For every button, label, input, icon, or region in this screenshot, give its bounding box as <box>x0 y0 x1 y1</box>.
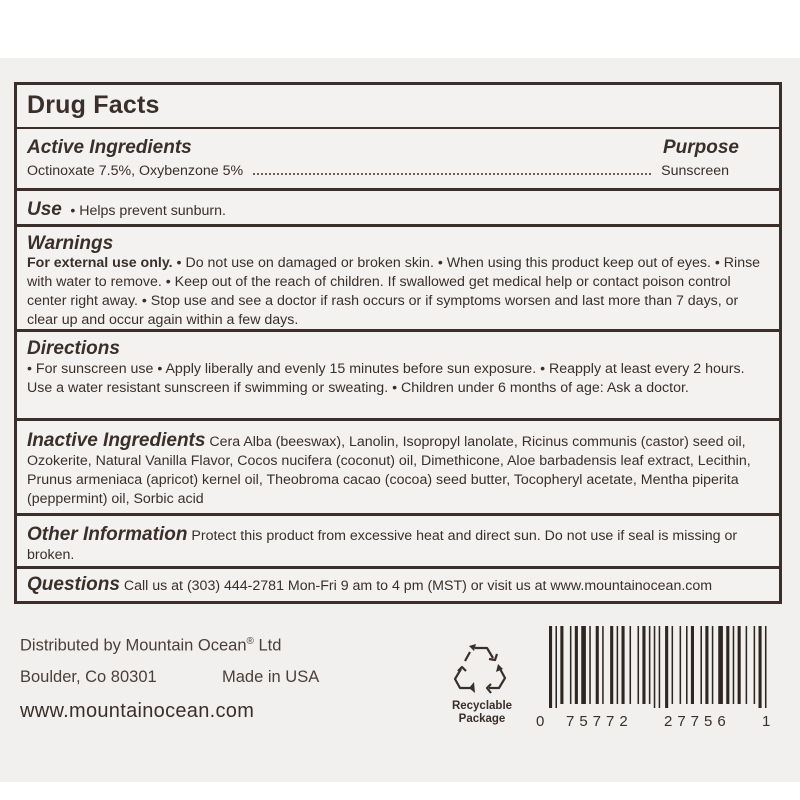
barcode-bar <box>622 626 625 704</box>
barcode-check-digit: 1 <box>762 713 771 730</box>
title-rule <box>17 127 779 129</box>
barcode-bar <box>560 626 563 704</box>
questions-heading: Questions <box>27 574 120 595</box>
section-rule <box>17 566 779 569</box>
drug-facts-panel <box>14 82 782 604</box>
barcode-bar <box>691 626 694 704</box>
warnings-detail: • Do not use on damaged or broken skin. • When using this product keep out of eyes. • Rinse with water to remove. • Keep out of the reach of children. If swallowed get medical help or contact poison control center right away. • Stop use and see a doctor if rash occurs or if symptoms worsen and last more than 7 days, or clear up and occur again within a few days. <box>27 255 761 328</box>
barcode-bar <box>549 626 552 708</box>
website-link[interactable]: www.mountainocean.com <box>20 700 255 722</box>
section-rule <box>17 224 779 227</box>
use-section <box>27 199 769 221</box>
inactive-ingredients-heading: Inactive Ingredients <box>27 430 206 451</box>
barcode-bar <box>746 626 748 704</box>
barcode-first-digit: 0 <box>536 713 545 730</box>
barcode-bar <box>570 626 572 704</box>
barcode <box>547 626 773 708</box>
barcode-left-group: 75772 <box>566 713 633 730</box>
barcode-bar <box>638 626 640 704</box>
directions-text: • For sunscreen use • Apply liberally and evenly 15 minutes before sun exposure. • Reapply at least every 2 hours. Use a water resistant sunscreen if swimming or sweating. • Children under 6 months of age: Ask a doctor. <box>27 361 745 396</box>
other-information-section <box>27 525 769 565</box>
barcode-bar <box>718 626 723 704</box>
dotted-leader <box>253 173 651 175</box>
barcode-bar <box>610 626 613 704</box>
barcode-bar <box>680 626 682 704</box>
barcode-bar <box>765 626 767 708</box>
barcode-bar <box>654 626 656 708</box>
barcode-bar <box>705 626 708 704</box>
barcode-bar <box>738 626 741 704</box>
barcode-bar <box>581 626 586 704</box>
inactive-ingredients-section <box>27 431 769 509</box>
warnings-lead: For external use only. <box>27 255 173 271</box>
barcode-bar <box>686 626 688 704</box>
barcode-bar <box>659 626 661 708</box>
package-text: Package <box>458 713 506 725</box>
barcode-bar <box>649 626 651 704</box>
purpose-text: Sunscreen <box>661 163 729 179</box>
recyclable-text: Recyclable <box>451 700 513 712</box>
barcode-bar <box>596 626 599 704</box>
barcode-bar <box>575 626 578 704</box>
section-rule <box>17 418 779 421</box>
barcode-bar <box>617 626 619 704</box>
barcode-bar <box>665 626 668 708</box>
recycle-icon <box>448 642 514 700</box>
recyclable-package-label <box>440 700 524 726</box>
drug-facts-title: Drug Facts <box>27 91 160 119</box>
directions-heading: Directions <box>27 338 120 359</box>
distributor-line <box>20 636 281 656</box>
barcode-bar <box>630 626 632 704</box>
active-ingredients-row <box>27 162 769 181</box>
other-information-text: Protect this product from excessive heat and direct sun. Do not use if seal is missing or broken. <box>27 528 738 563</box>
barcode-bar <box>642 626 645 704</box>
distributor-suffix: Ltd <box>253 636 282 655</box>
made-in-label: Made in USA <box>222 668 320 686</box>
bottom-band <box>0 782 800 800</box>
barcode-bar <box>754 626 756 704</box>
active-ingredients-text: Octinoxate 7.5%, Oxybenzone 5% <box>27 163 244 179</box>
section-rule <box>17 188 779 191</box>
questions-section <box>27 575 769 596</box>
barcode-bar <box>672 626 674 704</box>
barcode-bar <box>700 626 702 704</box>
section-rule <box>17 513 779 516</box>
barcode-bar <box>589 626 591 704</box>
active-ingredients-heading: Active Ingredients <box>27 137 192 158</box>
inactive-ingredients-text: Cera Alba (beeswax), Lanolin, Isopropyl lanolate, Ricinus communis (castor) seed oil, Ozokerite, Natural Vanilla Flavor, Cocos nucifera (coconut) oil, Dimethicone, Aloe barbadensis leaf extract, Lecithin, Prunus armeniaca (apricot) kernel oil, Theobroma cacao (cocoa) seed butter, Tocopheryl acetate, Mentha piperita (peppermint) oil, Sorbic acid <box>27 434 751 507</box>
other-information-heading: Other Information <box>27 524 188 545</box>
barcode-bar <box>602 626 604 704</box>
warnings-text <box>27 254 769 330</box>
distributor-city: Boulder, Co 80301 <box>20 668 157 686</box>
barcode-bar <box>712 626 714 704</box>
use-heading: Use <box>27 199 62 220</box>
purpose-heading: Purpose <box>662 137 739 158</box>
barcode-bar <box>759 626 762 708</box>
barcode-right-group: 27756 <box>664 713 731 730</box>
distributor-name: Distributed by Mountain Ocean <box>20 636 247 655</box>
section-rule <box>17 329 779 332</box>
warnings-heading: Warnings <box>27 233 114 254</box>
barcode-bar <box>733 626 735 704</box>
top-band <box>0 0 800 58</box>
questions-text: Call us at (303) 444-2781 Mon-Fri 9 am to 4 pm (MST) or visit us at www.mountainocean.com <box>123 578 713 594</box>
use-text: • Helps prevent sunburn. <box>70 203 226 219</box>
barcode-bar <box>555 626 557 708</box>
registered-mark: ® <box>246 636 254 647</box>
barcode-bar <box>726 626 729 704</box>
